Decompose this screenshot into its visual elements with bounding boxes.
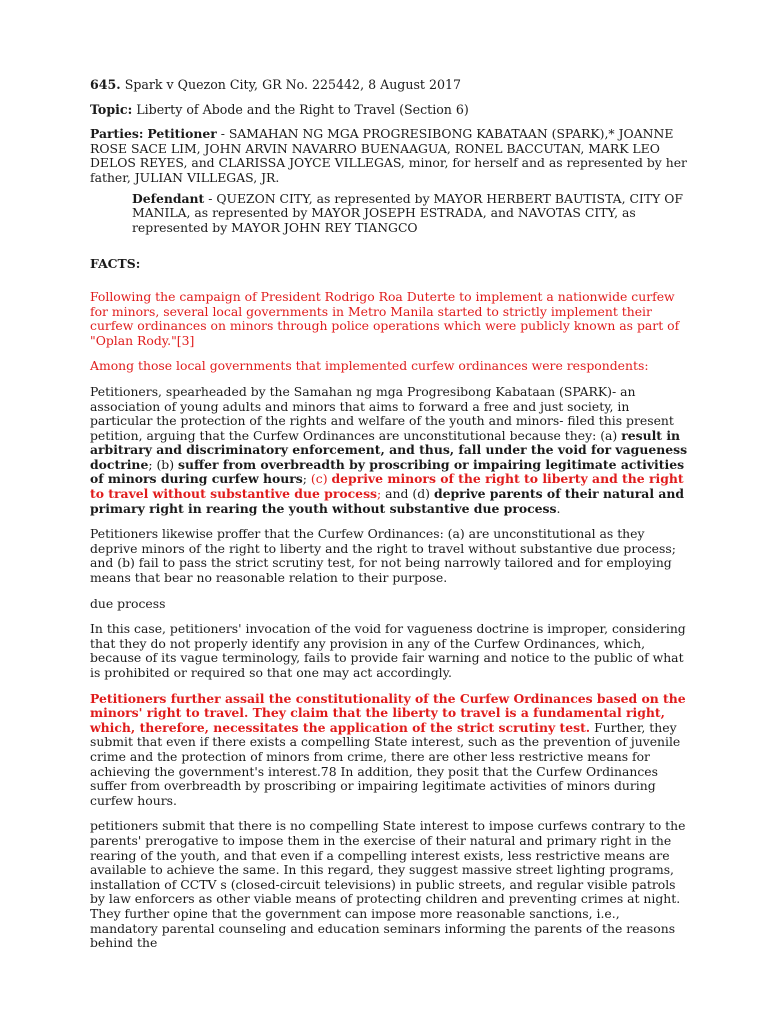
defendant-text: - QUEZON CITY, as represented by MAYOR HERBERT BAUTISTA, CITY OF MANILA, as represented by MAYOR JOSEPH ESTRADA, and NAVOTAS CITY, as represented by MAYOR JOHN REY TIANGCO	[132, 190, 683, 235]
facts-paragraph-3: Petitioners, spearheaded by the Samahan ng mga Progresibong Kabataan (SPARK)- an association of young adults and minors that aims to forward a free and just society, in particular the protection of the rights and welfare of the youth and minors- filed this present petition, arguing that the Curfew Ordinances are unconstitutional because they: (a) result in arbitrary and discriminatory enforcement, and thus, fall under the void for vagueness doctrine; (b) suffer from overbreadth by proscribing or impairing legitimate activities of minors during curfew hours; (c) deprive minors of the right to liberty and the right to travel without substantive due process; and (d) deprive parents of their natural and primary right in rearing the youth without substantive due process.	[90, 383, 688, 516]
parties-label: Parties:	[90, 126, 144, 142]
parties-defendant	[90, 192, 688, 236]
case-title-line	[90, 78, 688, 93]
facts-paragraph-2: Among those local governments that implemented curfew ordinances were respondents:	[90, 358, 649, 374]
facts-paragraph-5: due process	[90, 595, 166, 611]
facts-paragraph-6: In this case, petitioners' invocation of the void for vagueness doctrine is improper, considering that they do not properly identify any provision in any of the Curfew Ordinances, which, because of its vague terminology, fails to provide fair warning and notice to the public of what is prohibited or required so that one may act accordingly.	[90, 621, 686, 680]
facts-paragraph-1: Following the campaign of President Rodrigo Roa Duterte to implement a nationwide curfew for minors, several local governments in Metro Manila started to strictly implement their curfew ordinances on minors through police operations which were publicly known as part of "Oplan Rody."[3]	[90, 288, 680, 348]
facts-heading: FACTS:	[90, 256, 141, 272]
topic-text: Liberty of Abode and the Right to Travel (Section 6)	[136, 101, 469, 117]
facts-paragraph-7: Petitioners further assail the constitutionality of the Curfew Ordinances based on the minors' right to travel. They claim that the liberty to travel is a fundamental right, which, therefore, necessitates the application of the strict scrutiny test. Further, they submit that even if there exists a compelling State interest, such as the prevention of juvenile crime and the protection of minors from crime, there are other less restrictive means for achieving the government's interest.78 In addition, they posit that the Curfew Ordinances suffer from overbreadth by proscribing or impairing legitimate activities of minors during curfew hours.	[90, 690, 686, 808]
parties-petitioner	[90, 127, 688, 185]
topic-label: Topic:	[90, 101, 133, 117]
topic-line	[90, 103, 688, 118]
petitioner-label: Petitioner	[147, 126, 217, 142]
facts-paragraph-4: Petitioners likewise proffer that the Curfew Ordinances: (a) are unconstitutional as they deprive minors of the right to liberty and the right to travel without substantive due process; and (b) fail to pass the strict scrutiny test, for not being narrowly tailored and for employing means that bear no reasonable relation to their purpose.	[90, 526, 676, 586]
case-title: Spark v Quezon City, GR No. 225442, 8 August 2017	[124, 77, 462, 92]
petitioner-text: - SAMAHAN NG MGA PROGRESIBONG KABATAAN (SPARK),* JOANNE ROSE SACE LIM, JOHN ARVIN NAVARRO BUENAAGUA, RONEL BACCUTAN, MARK LEO DELOS REYES, and CLARISSA JOYCE VILLEGAS, minor, for herself and as represented by her father, JULIAN VILLEGAS, JR.	[90, 126, 687, 185]
defendant-label: Defendant	[132, 190, 205, 206]
case-number: 645.	[90, 77, 121, 92]
facts-paragraph-8: petitioners submit that there is no compelling State interest to impose curfews contrary to the parents' prerogative to impose them in the exercise of their natural and primary right in the rearing of the youth, and that even if a compelling interest exists, less restrictive means are available to achieve the same. In this regard, they suggest massive street lighting programs, installation of CCTV s (closed-circuit televisions) in public streets, and regular visible patrols by law enforcers as other viable means of protecting children and preventing crimes at night. They further opine that the government can impose more reasonable sanctions, i.e., mandatory parental counseling and education seminars informing the parents of the reasons behind the	[90, 818, 686, 951]
